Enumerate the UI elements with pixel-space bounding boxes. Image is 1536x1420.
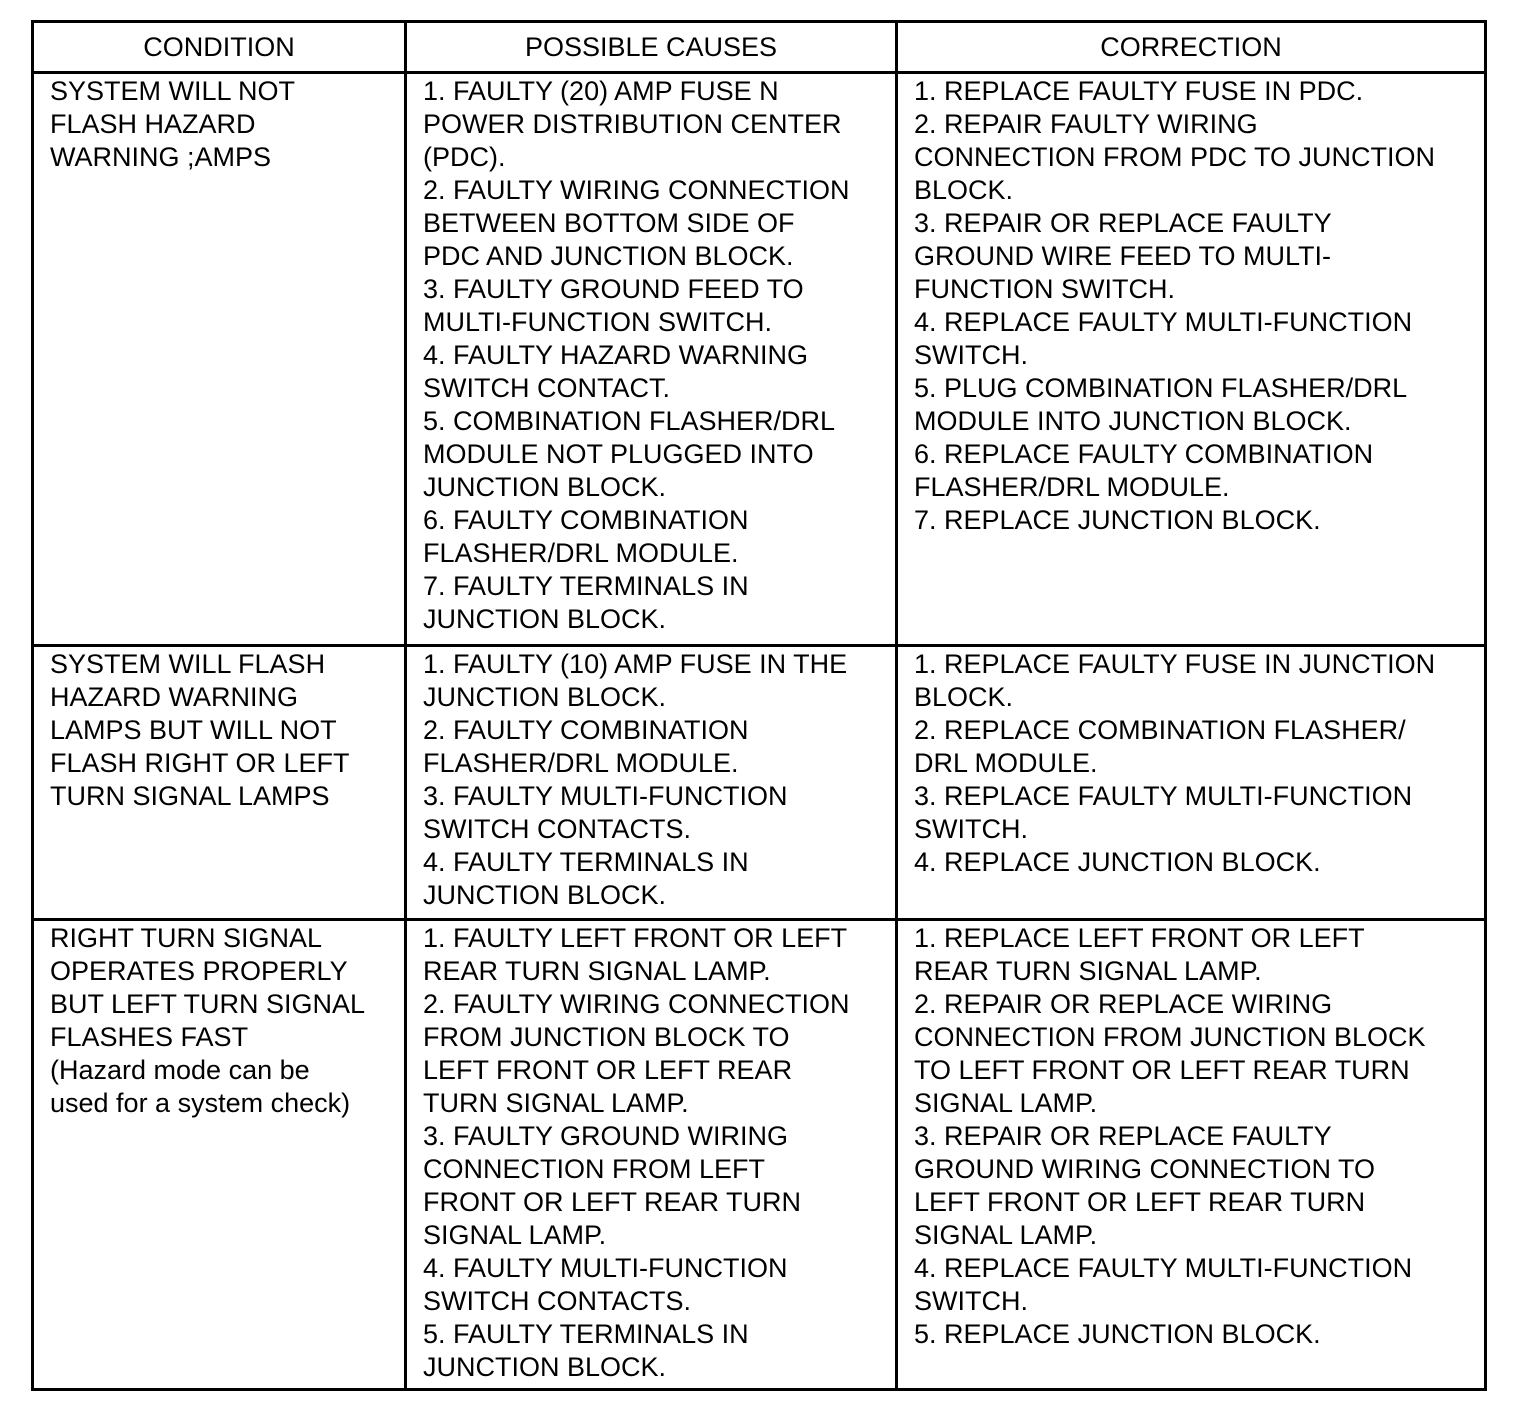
header-condition: CONDITION [33, 22, 406, 73]
cell-line: 1. FAULTY LEFT FRONT OR LEFT [423, 923, 848, 953]
cell-line: SWITCH CONTACTS. [423, 1286, 691, 1316]
cell-line: REAR TURN SIGNAL LAMP. [423, 956, 771, 986]
cell-line: TURN SIGNAL LAMPS [50, 781, 330, 811]
cell-line: 3. REPAIR OR REPLACE FAULTY [914, 1121, 1332, 1151]
cell-line: 4. REPLACE FAULTY MULTI-FUNCTION [914, 307, 1413, 337]
cell-line: 1. REPLACE FAULTY FUSE IN PDC. [914, 76, 1364, 106]
cell-line: TURN SIGNAL LAMP. [423, 1088, 689, 1118]
cell-line: LEFT FRONT OR LEFT REAR TURN [914, 1187, 1366, 1217]
cell-line: 4. FAULTY MULTI-FUNCTION [423, 1253, 788, 1283]
cell-line: 4. REPLACE FAULTY MULTI-FUNCTION [914, 1253, 1413, 1283]
cell-line: MULTI-FUNCTION SWITCH. [423, 307, 772, 337]
cell-line: FLASHER/DRL MODULE. [914, 472, 1230, 502]
cell-line: LEFT FRONT OR LEFT REAR [423, 1055, 793, 1085]
causes-cell [406, 73, 897, 646]
cell-line: MODULE INTO JUNCTION BLOCK. [914, 406, 1352, 436]
cell-line: JUNCTION BLOCK. [423, 682, 667, 712]
cell-line: 6. REPLACE FAULTY COMBINATION [914, 439, 1374, 469]
cell-line: SWITCH. [914, 340, 1028, 370]
cell-line: FRONT OR LEFT REAR TURN [423, 1187, 802, 1217]
cell-line: (Hazard mode can be [50, 1055, 310, 1085]
cell-line: 2. REPLACE COMBINATION FLASHER/ [914, 715, 1406, 745]
header-possible-causes: POSSIBLE CAUSES [406, 22, 897, 73]
cell-line: WARNING ;AMPS [50, 142, 272, 172]
cell-line: FROM JUNCTION BLOCK TO [423, 1022, 790, 1052]
cell-line: 5. FAULTY TERMINALS IN [423, 1319, 749, 1349]
cell-line: CONNECTION FROM JUNCTION BLOCK [914, 1022, 1426, 1052]
cell-line: CONNECTION FROM PDC TO JUNCTION [914, 142, 1436, 172]
cell-line: TO LEFT FRONT OR LEFT REAR TURN [914, 1055, 1410, 1085]
cell-line: SWITCH. [914, 1286, 1028, 1316]
cell-line: FLASHER/DRL MODULE. [423, 748, 739, 778]
table-row [33, 73, 1486, 646]
cell-line: BLOCK. [914, 175, 1014, 205]
cell-line: JUNCTION BLOCK. [423, 472, 667, 502]
cell-line: SWITCH CONTACTS. [423, 814, 691, 844]
cell-line: BLOCK. [914, 682, 1014, 712]
condition-cell [33, 920, 406, 1390]
cell-line: HAZARD WARNING [50, 682, 298, 712]
cell-line: 2. REPAIR FAULTY WIRING [914, 109, 1258, 139]
cell-line: 5. REPLACE JUNCTION BLOCK. [914, 1319, 1321, 1349]
cell-line: FUNCTION SWITCH. [914, 274, 1175, 304]
causes-cell [406, 646, 897, 920]
cell-line: BETWEEN BOTTOM SIDE OF [423, 208, 795, 238]
cell-line: SIGNAL LAMP. [914, 1088, 1098, 1118]
cell-line: (PDC). [423, 142, 506, 172]
cell-line: FLASH RIGHT OR LEFT [50, 748, 350, 778]
cell-line: 1. FAULTY (10) AMP FUSE IN THE [423, 649, 848, 679]
cell-line: 2. FAULTY WIRING CONNECTION [423, 175, 850, 205]
cell-line: SYSTEM WILL FLASH [50, 649, 326, 679]
condition-cell [33, 646, 406, 920]
cell-line: JUNCTION BLOCK. [423, 1352, 667, 1382]
cell-line: BUT LEFT TURN SIGNAL [50, 989, 366, 1019]
header-row [33, 22, 1486, 73]
table-row [33, 646, 1486, 920]
cell-line: SWITCH. [914, 814, 1028, 844]
cell-line: CONNECTION FROM LEFT [423, 1154, 765, 1184]
cell-line: 1. REPLACE LEFT FRONT OR LEFT [914, 923, 1365, 953]
cell-line: DRL MODULE. [914, 748, 1098, 778]
cell-line: SYSTEM WILL NOT [50, 76, 296, 106]
cell-line: 1. REPLACE FAULTY FUSE IN JUNCTION [914, 649, 1436, 679]
cell-line: 4. FAULTY HAZARD WARNING [423, 340, 809, 370]
cell-line: GROUND WIRE FEED TO MULTI- [914, 241, 1332, 271]
table-row [33, 920, 1486, 1390]
cell-line: JUNCTION BLOCK. [423, 880, 667, 910]
cell-line: FLASHES FAST [50, 1022, 249, 1052]
cell-line: 3. FAULTY GROUND FEED TO [423, 274, 804, 304]
cell-line: SWITCH CONTACT. [423, 373, 670, 403]
cell-line: GROUND WIRING CONNECTION TO [914, 1154, 1376, 1184]
cell-line: POWER DISTRIBUTION CENTER [423, 109, 842, 139]
cell-line: used for a system check) [50, 1088, 351, 1118]
cell-line: 2. FAULTY COMBINATION [423, 715, 749, 745]
cell-line: 3. FAULTY MULTI-FUNCTION [423, 781, 788, 811]
cell-line: 5. COMBINATION FLASHER/DRL [423, 406, 836, 436]
cell-line: 2. REPAIR OR REPLACE WIRING [914, 989, 1333, 1019]
correction-cell [897, 646, 1486, 920]
header-correction: CORRECTION [897, 22, 1486, 73]
cell-line: 5. PLUG COMBINATION FLASHER/DRL [914, 373, 1408, 403]
cell-line: 3. FAULTY GROUND WIRING [423, 1121, 789, 1151]
cell-line: LAMPS BUT WILL NOT [50, 715, 337, 745]
cell-line: SIGNAL LAMP. [423, 1220, 607, 1250]
cell-line: OPERATES PROPERLY [50, 956, 348, 986]
cell-line: SIGNAL LAMP. [914, 1220, 1098, 1250]
cell-line: MODULE NOT PLUGGED INTO [423, 439, 814, 469]
cell-line: 4. FAULTY TERMINALS IN [423, 847, 749, 877]
cell-line: 3. REPLACE FAULTY MULTI-FUNCTION [914, 781, 1413, 811]
cell-line: FLASH HAZARD [50, 109, 256, 139]
cell-line: 7. FAULTY TERMINALS IN [423, 571, 749, 601]
correction-cell [897, 73, 1486, 646]
cell-line: PDC AND JUNCTION BLOCK. [423, 241, 794, 271]
cell-line: 1. FAULTY (20) AMP FUSE N [423, 76, 779, 106]
cell-line: FLASHER/DRL MODULE. [423, 538, 739, 568]
causes-cell [406, 920, 897, 1390]
cell-line: 6. FAULTY COMBINATION [423, 505, 749, 535]
diagnosis-table [31, 20, 1487, 1391]
condition-cell [33, 73, 406, 646]
cell-line: 3. REPAIR OR REPLACE FAULTY [914, 208, 1332, 238]
cell-line: 2. FAULTY WIRING CONNECTION [423, 989, 850, 1019]
correction-cell [897, 920, 1486, 1390]
cell-line: JUNCTION BLOCK. [423, 604, 667, 634]
cell-line: 7. REPLACE JUNCTION BLOCK. [914, 505, 1321, 535]
cell-line: RIGHT TURN SIGNAL [50, 923, 323, 953]
cell-line: REAR TURN SIGNAL LAMP. [914, 956, 1262, 986]
cell-line: 4. REPLACE JUNCTION BLOCK. [914, 847, 1321, 877]
